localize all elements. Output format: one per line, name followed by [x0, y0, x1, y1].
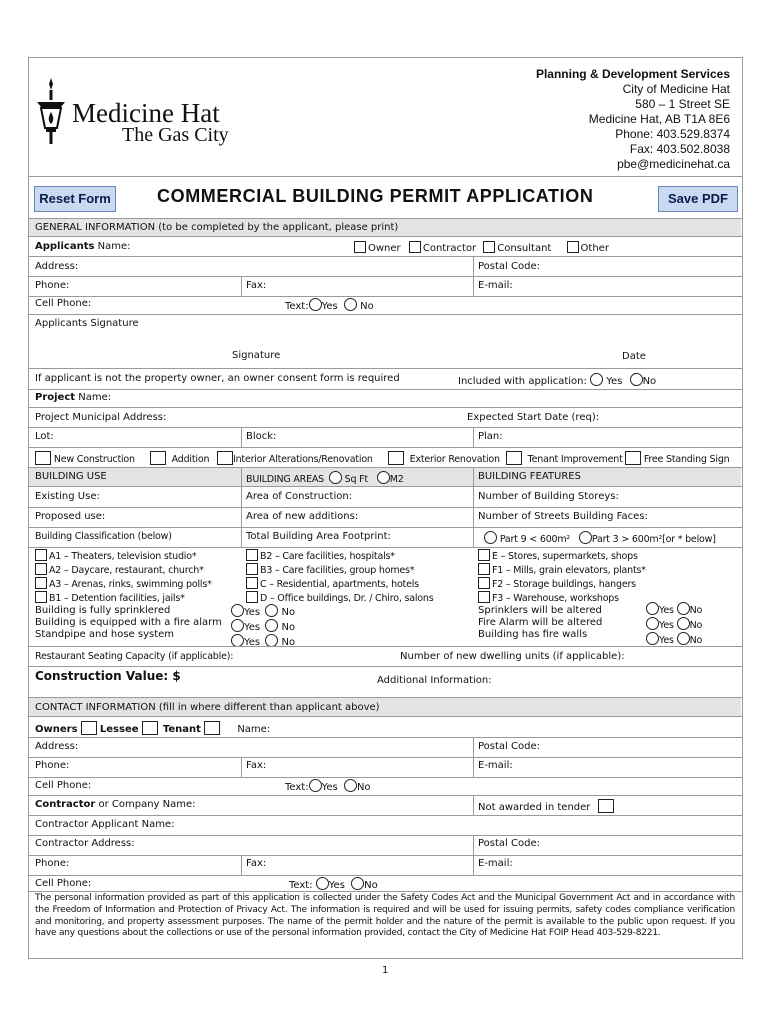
building-features-heading: BUILDING FEATURES	[478, 471, 581, 482]
new-construction-checkbox[interactable]	[35, 451, 51, 465]
header-phone: Phone: 403.529.8374	[615, 127, 730, 141]
building-use-heading: BUILDING USE	[35, 471, 107, 482]
not-awarded-checkbox[interactable]	[598, 799, 614, 813]
firewalls-yes-radio[interactable]	[646, 632, 659, 645]
class-e: E – Stores, supermarkets, shops	[478, 549, 646, 563]
contact-email-label: E-mail:	[478, 760, 513, 771]
firewalls-no-radio[interactable]	[677, 632, 690, 645]
street-faces-label: Number of Streets Building Faces:	[478, 511, 648, 522]
contact-cell-label: Cell Phone:	[35, 780, 92, 791]
alarm-yes-radio[interactable]	[231, 619, 244, 632]
part9-radio[interactable]	[484, 531, 497, 544]
cell-label: Cell Phone:	[35, 298, 92, 309]
project-name-label: Project Name:	[35, 392, 112, 403]
city-line: Medicine Hat, AB T1A 8E6	[588, 112, 730, 126]
dept-name: Planning & Development Services	[535, 67, 730, 81]
municipal-address-label: Project Municipal Address:	[35, 412, 167, 423]
addition-checkbox[interactable]	[150, 451, 166, 465]
consent-yes-radio[interactable]	[590, 373, 603, 386]
dwelling-label: Number of new dwelling units (if applicable):	[400, 651, 625, 662]
block-label: Block:	[246, 431, 277, 442]
class-a3: A3 – Arenas, rinks, swimming polls*	[35, 577, 212, 591]
logo-tagline: The Gas City	[122, 124, 229, 146]
sprinklered-no-radio[interactable]	[265, 604, 278, 617]
contact-address-label: Address:	[35, 741, 79, 752]
contact-fax-label: Fax:	[246, 760, 267, 771]
contractor-checkbox[interactable]	[409, 241, 421, 253]
email-label: E-mail:	[478, 280, 513, 291]
contractor-text-yes-radio[interactable]	[316, 877, 329, 890]
storeys-label: Number of Building Storeys:	[478, 491, 619, 502]
proposed-use-label: Proposed use:	[35, 511, 106, 522]
class-d: D – Office buildings, Dr. / Chiro, salons	[246, 591, 433, 605]
consultant-label: Consultant	[497, 243, 552, 254]
reset-form-button[interactable]: Reset Form	[34, 186, 116, 212]
fire-alarm-label: Building is equipped with a fire alarm	[35, 617, 222, 628]
area-additions-label: Area of new additions:	[246, 511, 359, 522]
signature-caption: Signature	[232, 350, 281, 361]
header-fax: Fax: 403.502.8038	[629, 142, 730, 156]
tenant-checkbox[interactable]	[204, 721, 220, 735]
contractor-cell-label: Cell Phone:	[35, 878, 92, 889]
sprinklered-label: Building is fully sprinklered	[35, 605, 171, 616]
contractor-label: Contractor	[422, 243, 477, 254]
other-checkbox[interactable]	[567, 241, 579, 253]
phone-label: Phone:	[35, 280, 70, 291]
contractor-text-no-radio[interactable]	[351, 877, 364, 890]
alarm-no-radio[interactable]	[265, 619, 278, 632]
owner-consent-note: If applicant is not the property owner, an owner consent form is required	[35, 373, 400, 384]
m2-radio[interactable]	[377, 471, 390, 484]
form-title: COMMERCIAL BUILDING PERMIT APPLICATION	[157, 186, 594, 206]
class-b3: B3 – Care facilities, group homes*	[246, 563, 433, 577]
class-f3: F3 – Warehouse, workshops	[478, 591, 646, 605]
signature-label: Applicants Signature	[35, 318, 139, 329]
lessee-label: Lessee	[99, 724, 139, 735]
class-c: C – Residential, apartments, hotels	[246, 577, 433, 591]
owners-checkbox[interactable]	[81, 721, 97, 735]
contact-postal-label: Postal Code:	[478, 741, 540, 752]
owner-label: Owner	[368, 243, 401, 254]
consultant-checkbox[interactable]	[483, 241, 495, 253]
fire-walls-label: Building has fire walls	[478, 629, 588, 640]
included-label: Included with application:	[458, 376, 587, 387]
page-number: 1	[382, 965, 389, 976]
contact-text-no-radio[interactable]	[344, 779, 357, 792]
applicants-name-label: Applicants Name:	[35, 241, 131, 252]
construction-value-label: Construction Value: $	[35, 669, 181, 683]
contact-text-yes-radio[interactable]	[309, 779, 322, 792]
class-a2: A2 – Daycare, restaurant, church*	[35, 563, 212, 577]
save-pdf-button[interactable]: Save PDF	[658, 186, 738, 212]
sprinklered-yes-radio[interactable]	[231, 604, 244, 617]
standpipe-label: Standpipe and hose system	[35, 629, 175, 640]
contractor-email-label: E-mail:	[478, 858, 513, 869]
interior-checkbox[interactable]	[217, 451, 233, 465]
footprint-label: Total Building Area Footprint:	[246, 531, 391, 542]
area-construction-label: Area of Construction:	[246, 491, 353, 502]
contact-heading: CONTACT INFORMATION (fill in where different than applicant above)	[35, 702, 380, 713]
classification-label: Building Classification (below)	[35, 531, 172, 542]
logo-name: Medicine Hat	[72, 98, 220, 128]
class-b2: B2 – Care facilities, hospitals*	[246, 549, 433, 563]
street-address: 580 – 1 Street SE	[635, 97, 730, 111]
sprinkler-alt-no-radio[interactable]	[677, 602, 690, 615]
alarm-altered-label: Fire Alarm will be altered	[478, 617, 603, 628]
general-heading: GENERAL INFORMATION (to be completed by the applicant, please print)	[35, 222, 399, 233]
plan-label: Plan:	[478, 431, 503, 442]
class-f2: F2 – Storage buildings, hangers	[478, 577, 646, 591]
sqft-radio[interactable]	[329, 471, 342, 484]
lessee-checkbox[interactable]	[142, 721, 158, 735]
part3-radio[interactable]	[579, 531, 592, 544]
postal-label: Postal Code:	[478, 261, 540, 272]
address-label: Address:	[35, 261, 79, 272]
start-date-label: Expected Start Date (req):	[467, 412, 600, 423]
date-caption: Date	[622, 351, 646, 362]
owners-label: Owners	[35, 724, 78, 735]
foip-notice: The personal information provided as part of this application is collected under the Safety Codes Act and the Municipal Government Act and in accordance with the Freedom of Information and Protection of Privacy Act. The information is required and will be used for issuing permits, safety codes compliance verification and monitoring, and property assessment purposes. The name of the permit holder and the nature of the permit is available to the public upon request. If you have any questions about the collections or use of the personal information provided, contact the City of Medicine Hat FOIP Head 403-529-8221.	[35, 893, 735, 939]
contractor-address-label: Contractor Address:	[35, 838, 135, 849]
fax-label: Fax:	[246, 280, 267, 291]
consent-no-radio[interactable]	[630, 373, 643, 386]
lamp-icon	[34, 76, 68, 146]
sprinkler-alt-yes-radio[interactable]	[646, 602, 659, 615]
lot-label: Lot:	[35, 431, 54, 442]
text-yes-radio[interactable]	[309, 298, 322, 311]
tenant-improvement-checkbox[interactable]	[506, 451, 522, 465]
class-f1: F1 – Mills, grain elevators, plants*	[478, 563, 646, 577]
contact-phone-label: Phone:	[35, 760, 70, 771]
additional-info-label: Additional Information:	[377, 675, 492, 686]
contractor-phone-label: Phone:	[35, 858, 70, 869]
other-label: Other	[580, 243, 609, 254]
contractor-applicant-label: Contractor Applicant Name:	[35, 819, 175, 830]
city-name: City of Medicine Hat	[622, 82, 730, 96]
seating-label: Restaurant Seating Capacity (if applicable):	[35, 651, 234, 662]
text-no-radio[interactable]	[344, 298, 357, 311]
contractor-fax-label: Fax:	[246, 858, 267, 869]
class-b1: B1 – Detention facilities, jails*	[35, 591, 212, 605]
text-label: Text:	[285, 301, 309, 312]
contractor-name-label: Contractor or Company Name:	[35, 799, 196, 810]
sprinkler-altered-label: Sprinklers will be altered	[478, 605, 602, 616]
building-areas-heading: BUILDING AREAS	[246, 474, 325, 485]
exterior-checkbox[interactable]	[388, 451, 404, 465]
logo	[34, 76, 264, 156]
contact-name-label: Name:	[237, 724, 271, 735]
existing-use-label: Existing Use:	[35, 491, 100, 502]
alarm-alt-yes-radio[interactable]	[646, 617, 659, 630]
owner-checkbox[interactable]	[354, 241, 366, 253]
not-awarded-label: Not awarded in tender	[478, 802, 591, 813]
alarm-alt-no-radio[interactable]	[677, 617, 690, 630]
free-standing-sign-checkbox[interactable]	[625, 451, 641, 465]
tenant-label: Tenant	[162, 724, 201, 735]
header-email: pbe@medicinehat.ca	[617, 157, 730, 171]
contractor-postal-label: Postal Code:	[478, 838, 540, 849]
class-a1: A1 – Theaters, television studio*	[35, 549, 212, 563]
